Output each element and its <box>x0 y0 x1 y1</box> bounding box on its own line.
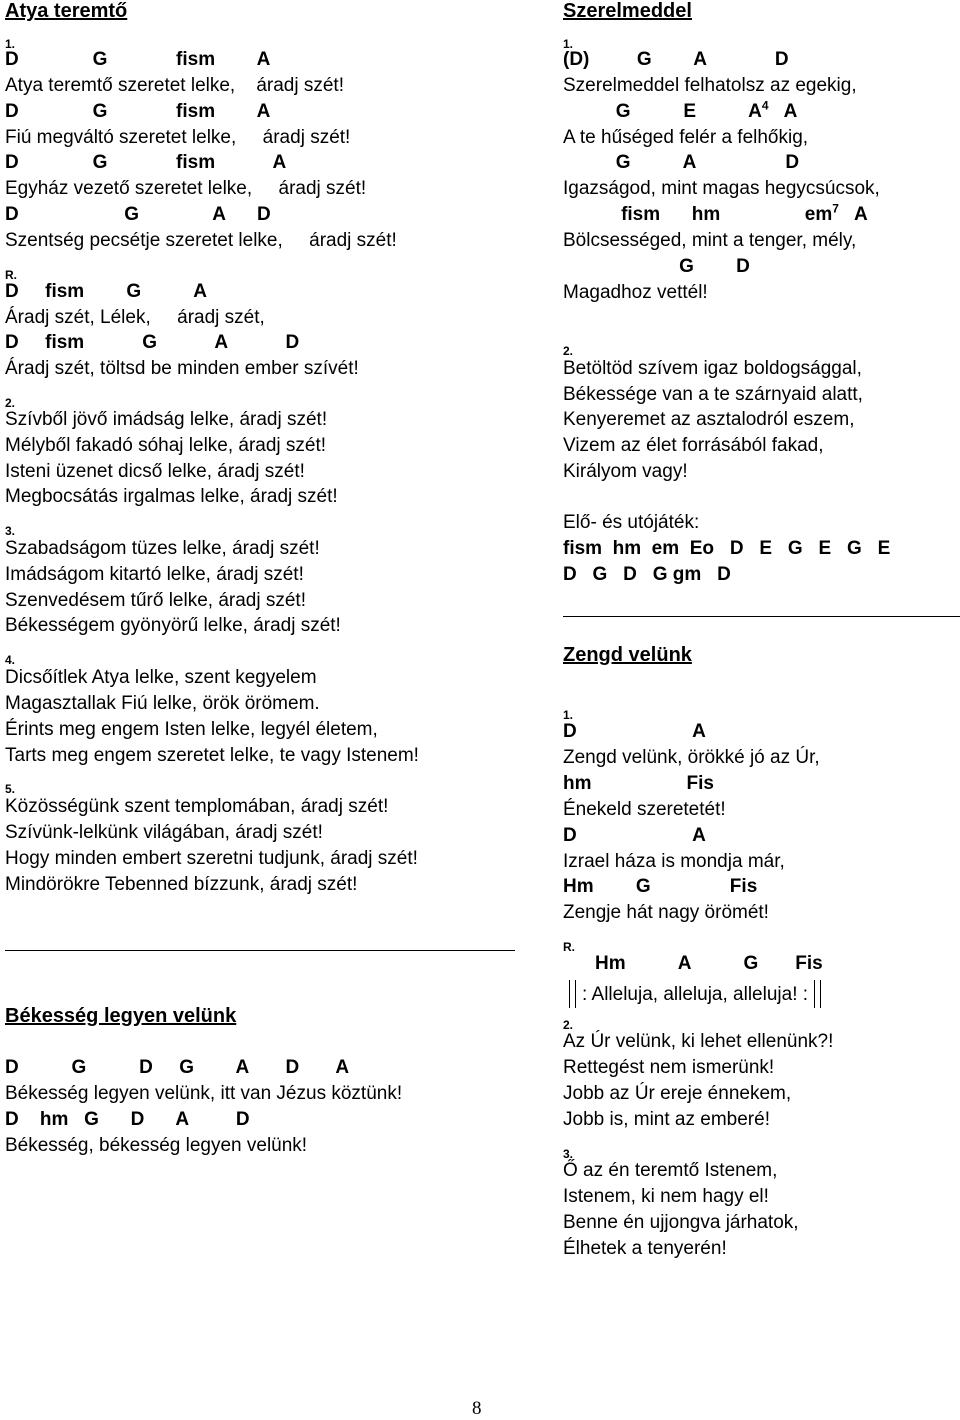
verse-number: 1. <box>5 37 16 51</box>
verse-number: 3. <box>563 1147 574 1161</box>
repeat-open-mark: : <box>582 984 588 1005</box>
lyric-line: Izrael háza is mondja már, <box>563 851 785 872</box>
lyric-line: A te hűséged felér a felhőkig, <box>563 127 809 148</box>
chord-line: G D <box>563 256 750 277</box>
lyric-line: Áradj szét, Lélek, áradj szét, <box>5 307 265 328</box>
verse-number: 2. <box>563 344 574 358</box>
verse-number: 2. <box>563 1018 574 1032</box>
verse-number: 3. <box>5 524 16 538</box>
chord-line: Hm A G Fis <box>595 953 823 974</box>
lyric-line: Isteni üzenet dicső lelke, áradj szét! <box>5 461 305 482</box>
lyric-line: Hogy minden embert szeretni tudjunk, áradj szét! <box>5 848 418 869</box>
chord-line: fism hm em Eo D E G E G E <box>563 538 891 559</box>
chord-line <box>563 201 868 226</box>
repeat-start-bar <box>569 980 576 1008</box>
lyric-line: Atya teremtő szeretet lelke, áradj szét! <box>5 75 344 96</box>
chord-text: A <box>768 101 798 122</box>
lyric-line: Fiú megváltó szeretet lelke, áradj szét! <box>5 127 351 148</box>
lyric-line: Rettegést nem ismerünk! <box>563 1057 775 1078</box>
song-title-szerelmeddel: Szerelmeddel <box>563 0 692 22</box>
chord-superscript: 7 <box>832 201 839 216</box>
lyric-line: Békesség legyen velünk, itt van Jézus köztünk! <box>5 1083 403 1104</box>
lyric-line: Szerelmeddel felhatolsz az egekig, <box>563 75 857 96</box>
lyric-line: Imádságom kitartó lelke, áradj szét! <box>5 564 304 585</box>
chord-line <box>563 98 798 123</box>
lyric-line: Áradj szét, töltsd be minden ember szívét! <box>5 358 359 379</box>
lyric-line: Szívből jövő imádság lelke, áradj szét! <box>5 409 328 430</box>
lyric-line: Magadhoz vettél! <box>563 282 708 303</box>
refrain-label: R. <box>5 268 17 282</box>
lyric-line: Istenem, ki nem hagy el! <box>563 1186 769 1207</box>
lyric-line: Bölcsességed, mint a tenger, mély, <box>563 230 857 251</box>
lyric-line: Szenvedésem tűrő lelke, áradj szét! <box>5 590 306 611</box>
lyric-line: Élhetek a tenyerén! <box>563 1238 727 1259</box>
chord-line: D G fism A <box>5 101 271 122</box>
song-title-bekesseg-legyen-velunk: Békesség legyen velünk <box>5 1005 237 1027</box>
chord-line: D fism G A D <box>5 332 300 353</box>
lyric-line: Mélyből fakadó sóhaj lelke, áradj szét! <box>5 435 327 456</box>
page-number: 8 <box>472 1398 482 1419</box>
lyric-line: Egyház vezető szeretet lelke, áradj szét! <box>5 178 367 199</box>
verse-number: 1. <box>563 708 574 722</box>
chord-line: D A <box>563 721 706 742</box>
lyric-line: Betöltöd szívem igaz boldogsággal, <box>563 358 862 379</box>
repeat-close-mark: : <box>802 984 809 1005</box>
song-title-atya-teremto: Atya teremtő <box>5 0 128 22</box>
lyric-line: Magasztallak Fiú lelke, örök örömem. <box>5 693 320 714</box>
lyric-line: Igazságod, mint magas hegycsúcsok, <box>563 178 880 199</box>
lyric-line: Szabadságom tüzes lelke, áradj szét! <box>5 538 320 559</box>
lyric-line: Szentség pecsétje szeretet lelke, áradj szét! <box>5 230 397 251</box>
refrain-repeat-line <box>563 980 827 1008</box>
lyric-line: Közösségünk szent templomában, áradj szét! <box>5 796 389 817</box>
chord-text: G E A <box>563 101 762 122</box>
lyric-line: Békessége van a te szárnyaid alatt, <box>563 384 863 405</box>
chord-line: (D) G A D <box>563 49 789 70</box>
chord-line: D G D G A D A <box>5 1057 350 1078</box>
chord-line: G A D <box>563 152 800 173</box>
lyric-line: Ő az én teremtő Istenem, <box>563 1160 778 1181</box>
verse-number: 1. <box>563 37 574 51</box>
chord-line: D fism G A <box>5 281 207 302</box>
lyric-line: Kenyeremet az asztalodról eszem, <box>563 409 855 430</box>
chord-line: Hm G Fis <box>563 876 758 897</box>
lyric-line: Vizem az élet forrásából fakad, <box>563 435 824 456</box>
verse-number: 4. <box>5 653 16 667</box>
section-divider <box>563 616 960 617</box>
repeat-end-bar <box>814 980 821 1008</box>
chord-line: D G D G gm D <box>563 564 731 585</box>
chord-line: D G fism A <box>5 152 287 173</box>
chord-line: hm Fis <box>563 773 714 794</box>
verse-number: 2. <box>5 396 16 410</box>
lyric-line: Énekeld szeretetét! <box>563 799 726 820</box>
verse-number: 5. <box>5 782 16 796</box>
chord-line: D hm G D A D <box>5 1109 250 1130</box>
lyric-line: Szívünk-lelkünk világában, áradj szét! <box>5 822 323 843</box>
chord-text: A <box>838 204 868 225</box>
lyric-line: Az Úr velünk, ki lehet ellenünk?! <box>563 1031 834 1052</box>
lyric-line: Érints meg engem Isten lelke, legyél életem, <box>5 719 378 740</box>
lyric-line: Megbocsátás irgalmas lelke, áradj szét! <box>5 486 338 507</box>
lyric-line: Jobb is, mint az emberé! <box>563 1109 770 1130</box>
lyric-line: Békesség, békesség legyen velünk! <box>5 1135 308 1156</box>
section-divider <box>5 950 515 951</box>
lyric-line: Jobb az Úr ereje énnekem, <box>563 1083 792 1104</box>
lyric-line: Zengd velünk, örökké jó az Úr, <box>563 747 820 768</box>
lyric-line: Dicsőítlek Atya lelke, szent kegyelem <box>5 667 317 688</box>
chord-superscript: 4 <box>761 98 769 113</box>
chord-line: D G A D <box>5 204 271 225</box>
chord-text: fism hm em <box>563 204 833 225</box>
lyric-line: Békességem gyönyörű lelke, áradj szét! <box>5 615 341 636</box>
lyric-line: Királyom vagy! <box>563 461 688 482</box>
lyric-line: Zengje hát nagy örömét! <box>563 902 769 923</box>
refrain-label: R. <box>563 940 575 954</box>
prelude-label: Elő- és utójáték: <box>563 512 700 533</box>
song-title-zengd-velunk: Zengd velünk <box>563 644 692 666</box>
lyric-line: Benne én ujjongva járhatok, <box>563 1212 799 1233</box>
lyric-text: Alleluja, alleluja, alleluja! <box>591 984 798 1005</box>
lyric-line: Mindörökre Tebenned bízzunk, áradj szét! <box>5 874 358 895</box>
chord-line: D A <box>563 825 706 846</box>
chord-line: D G fism A <box>5 49 271 70</box>
lyric-line: Tarts meg engem szeretet lelke, te vagy Istenem! <box>5 745 419 766</box>
